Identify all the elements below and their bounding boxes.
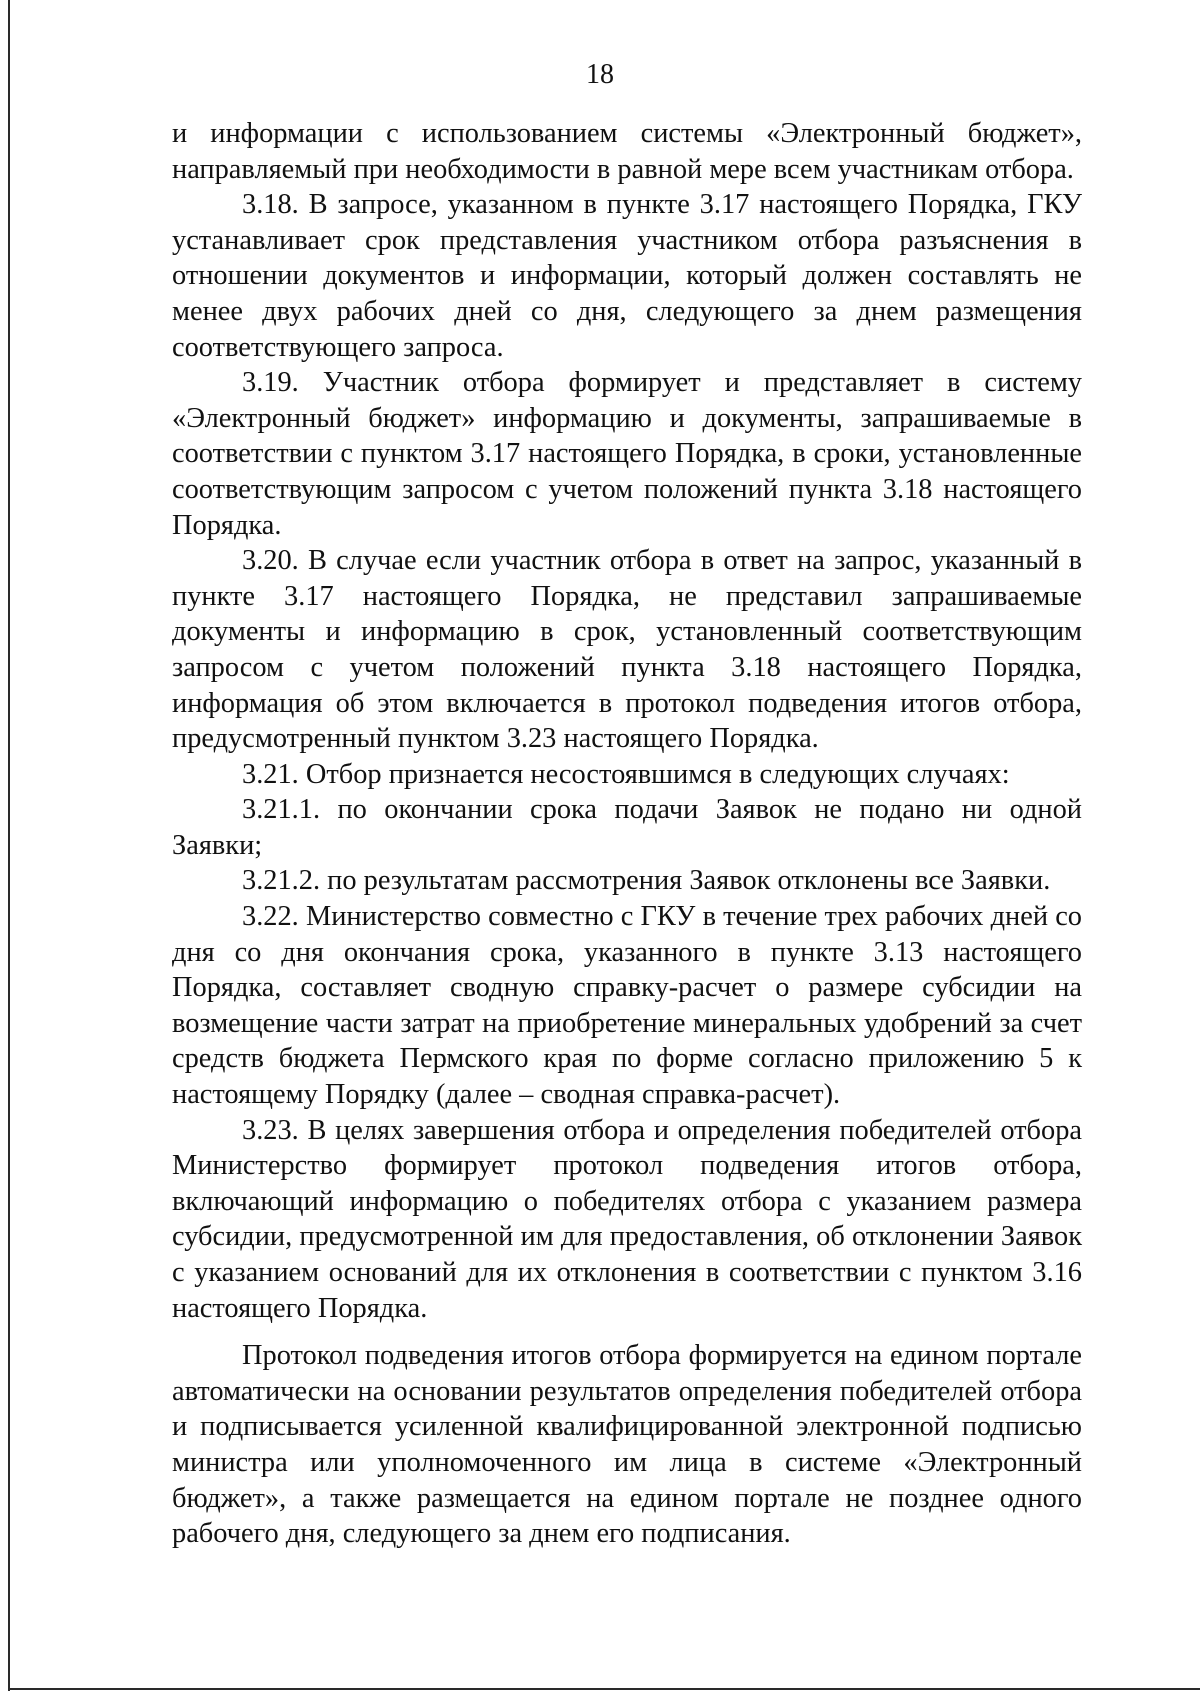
paragraph-3-21-2: 3.21.2. по результатам рассмотрения Заявок отклонены все Заявки. <box>242 865 1051 897</box>
scan-edge-left <box>8 0 10 1691</box>
scan-edge-bottom <box>8 1688 1200 1690</box>
paragraph-3-22: 3.22. Министерство совместно с ГКУ в течение трех рабочих дней со дня со дня окончания срока, указанного в пункте 3.13 настоящего Порядка, составляет сводную справку-расчет о размере субсидии на возмещение части затрат на приобретение минеральных удобрений за счет средств бюджета Пермского края по форме согласно приложению 5 к настоящему Порядку (далее – сводная справка-расчет). <box>172 901 1082 1111</box>
paragraph-3-21-1: 3.21.1. по окончании срока подачи Заявок не подано ни одной Заявки; <box>172 794 1082 861</box>
paragraph-3-21: 3.21. Отбор признается несостоявшимся в следующих случаях: <box>242 758 1010 790</box>
paragraph-continuation: и информации с использованием системы «Электронный бюджет», направляемый при необходимости в равной мере всем участникам отбора. <box>172 118 1082 185</box>
paragraph-3-23: 3.23. В целях завершения отбора и определения победителей отбора Министерство формирует протокол подведения итогов отбора, включающий информацию о победителях отбора с указанием размера субсидии, предусмотренной им для предоставления, об отклонении Заявок с указанием оснований для их отклонения в соответствии с пунктом 3.16 настоящего Порядка. <box>172 1114 1082 1324</box>
document-body <box>172 116 1082 1552</box>
paragraph-3-20: 3.20. В случае если участник отбора в ответ на запрос, указанный в пункте 3.17 настоящего Порядка, не представил запрашиваемые документы и информацию в срок, установленный соответствующим запросом с учетом положений пункта 3.18 настоящего Порядка, информация об этом включается в протокол подведения итогов отбора, предусмотренный пунктом 3.23 настоящего Порядка. <box>172 545 1082 755</box>
page-number: 18 <box>586 59 614 90</box>
paragraph-3-18: 3.18. В запросе, указанном в пункте 3.17 настоящего Порядка, ГКУ устанавливает срок представления участником отбора разъяснения в отношении документов и информации, который должен составлять не менее двух рабочих дней со дня, следующего за днем размещения соответствующего запроса. <box>172 189 1082 363</box>
paragraph-protocol: Протокол подведения итогов отбора формируется на едином портале автоматически на основании результатов определения победителей отбора и подписывается усиленной квалифицированной электронной подписью министра или уполномоченного им лица в системе «Электронный бюджет», а также размещается на едином портале не позднее одного рабочего дня, следующего за днем его подписания. <box>172 1340 1082 1550</box>
paragraph-3-19: 3.19. Участник отбора формирует и представляет в систему «Электронный бюджет» информацию и документы, запрашиваемые в соответствии с пунктом 3.17 настоящего Порядка, в сроки, установленные соответствующим запросом с учетом положений пункта 3.18 настоящего Порядка. <box>172 367 1082 541</box>
